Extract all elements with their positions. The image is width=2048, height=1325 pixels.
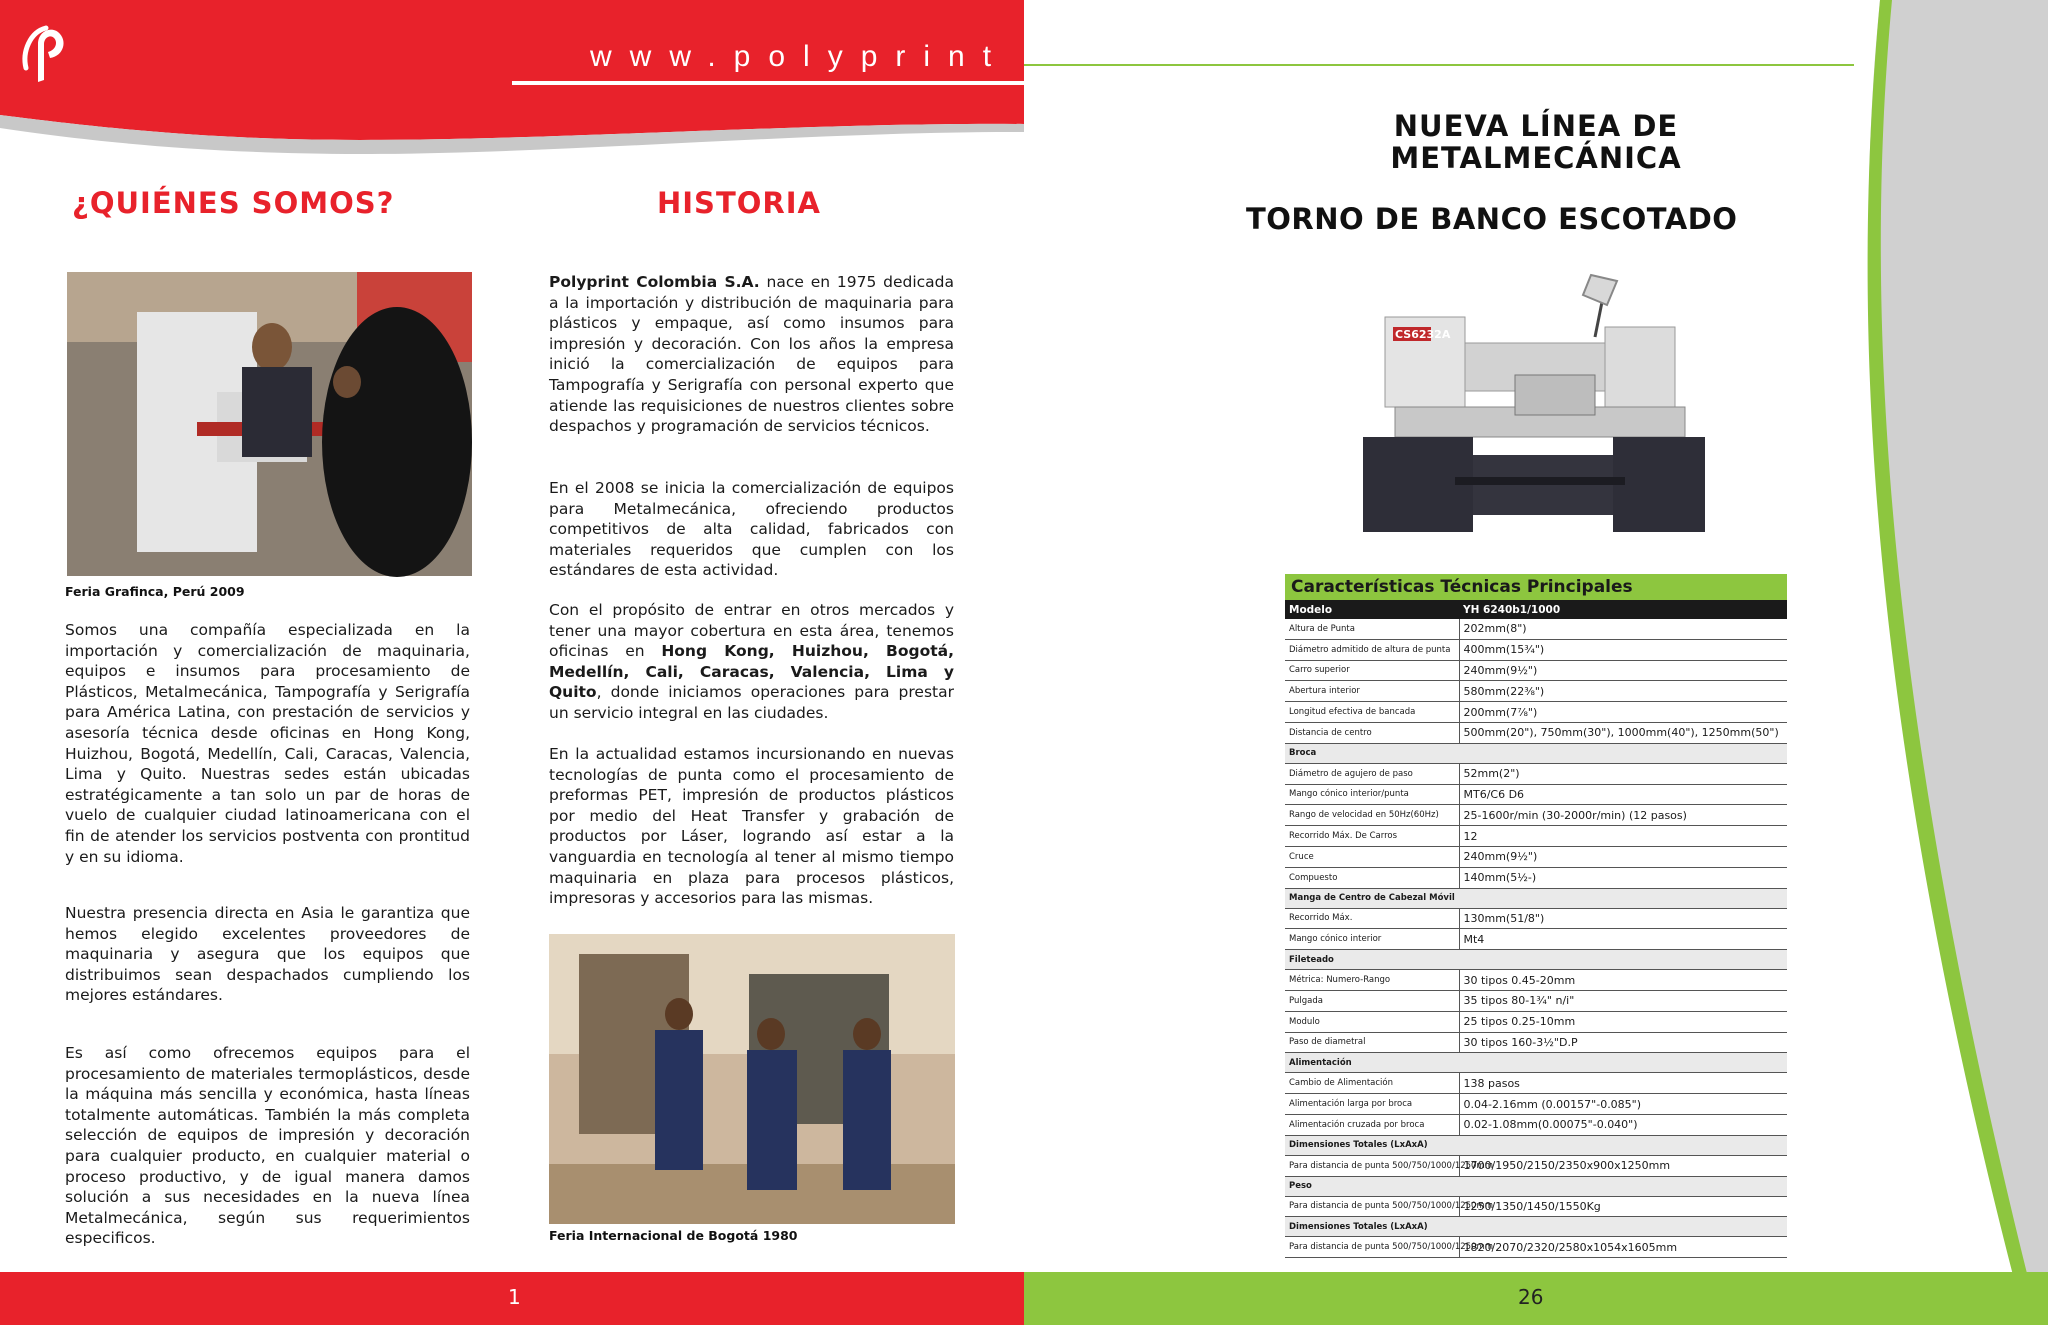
photo-caption-bogota: Feria Internacional de Bogotá 1980 bbox=[549, 1228, 798, 1243]
spec-label: Métrica: Numero-Rango bbox=[1285, 970, 1459, 991]
spec-section-row bbox=[1285, 1217, 1787, 1237]
spec-section-row bbox=[1285, 1176, 1787, 1196]
spec-label: Altura de Punta bbox=[1285, 619, 1459, 639]
spec-section-label: Fileteado bbox=[1285, 950, 1787, 970]
spec-value: 30 tipos 160-3½"D.P bbox=[1459, 1032, 1787, 1053]
spec-row bbox=[1285, 846, 1787, 867]
spec-value: 0.04-2.16mm (0.00157"-0.085") bbox=[1459, 1094, 1787, 1115]
section-title bbox=[1256, 110, 1816, 174]
spec-row bbox=[1285, 784, 1787, 805]
spec-value: 25 tipos 0.25-10mm bbox=[1459, 1011, 1787, 1032]
spec-row bbox=[1285, 908, 1787, 929]
spec-value: 500mm(20"), 750mm(30"), 1000mm(40"), 1250mm(50") bbox=[1459, 722, 1787, 743]
spec-row bbox=[1285, 867, 1787, 888]
spec-section-row bbox=[1285, 1135, 1787, 1155]
spec-table-body bbox=[1285, 619, 1787, 1258]
company-name: Polyprint Colombia S.A. bbox=[549, 273, 760, 291]
spec-row bbox=[1285, 805, 1787, 826]
spec-row bbox=[1285, 763, 1787, 784]
spec-row bbox=[1285, 1237, 1787, 1258]
about-paragraph-2: Nuestra presencia directa en Asia le garantiza que hemos elegido excelentes proveedores de maquinaria y asegura que los equipos que distribuimos sean despachados cumpliendo los mejores estándares. bbox=[65, 904, 470, 1005]
spec-label: Diámetro de agujero de paso bbox=[1285, 763, 1459, 784]
footer-right bbox=[1024, 1272, 2048, 1325]
spec-value: 1250/1350/1450/1550Kg bbox=[1459, 1196, 1787, 1217]
spec-label: Recorrido Máx. bbox=[1285, 908, 1459, 929]
right-edge-swoosh bbox=[1840, 0, 2048, 1325]
website-url[interactable]: www.polyprint bbox=[590, 40, 1010, 73]
spec-row bbox=[1285, 722, 1787, 743]
spec-model-row bbox=[1285, 600, 1787, 619]
spec-section-label: Broca bbox=[1285, 743, 1787, 763]
spec-label: Cruce bbox=[1285, 846, 1459, 867]
spec-label: Abertura interior bbox=[1285, 681, 1459, 702]
spec-row bbox=[1285, 1011, 1787, 1032]
spec-section-label: Dimensiones Totales (LxAxA) bbox=[1285, 1135, 1787, 1155]
polyprint-logo-icon bbox=[20, 22, 70, 84]
spec-section-row bbox=[1285, 888, 1787, 908]
spec-value: 130mm(51/8") bbox=[1459, 908, 1787, 929]
spec-label: Compuesto bbox=[1285, 867, 1459, 888]
product-subtitle: TORNO DE BANCO ESCOTADO bbox=[1246, 202, 1738, 236]
spec-value: 580mm(22⅜") bbox=[1459, 681, 1787, 702]
header-green-line bbox=[1024, 64, 1854, 66]
title-line-2: METALMECÁNICA bbox=[1390, 141, 1682, 175]
spec-row bbox=[1285, 929, 1787, 950]
spec-value: MT6/C6 D6 bbox=[1459, 784, 1787, 805]
spec-label: Modulo bbox=[1285, 1011, 1459, 1032]
history-paragraph-1-text: nace en 1975 dedicada a la importación y distribución de maquinaria para plásticos y empaque, así como insumos para impresión y decoración. Con los años la empresa inició la comercialización de equipos para Tampografía y Serigrafía con personal experto que atiende las requisiciones de nuestros clientes sobre despachos y programación de servicios técnicos. bbox=[549, 273, 954, 436]
spec-section-row bbox=[1285, 743, 1787, 763]
spec-value: 52mm(2") bbox=[1459, 763, 1787, 784]
spec-label: Diámetro admitido de altura de punta bbox=[1285, 639, 1459, 660]
history-paragraph-2: En el 2008 se inicia la comercialización de equipos para Metalmecánica, ofreciendo productos competitivos de alta calidad, fabricados con materiales requeridos que cumplen con los estándares de esta actividad. bbox=[549, 479, 954, 580]
spec-label: Para distancia de punta 500/750/1000/1250mm bbox=[1285, 1196, 1459, 1217]
history-heading: HISTORIA bbox=[657, 186, 821, 220]
spec-row bbox=[1285, 619, 1787, 639]
spec-row bbox=[1285, 1032, 1787, 1053]
spec-label: Longitud efectiva de bancada bbox=[1285, 702, 1459, 723]
spec-row bbox=[1285, 970, 1787, 991]
machine-model-badge: CS6232A bbox=[1395, 328, 1451, 341]
history-paragraph-4: En la actualidad estamos incursionando en nuevas tecnologías de punta como el procesamiento de preformas PET, impresión de productos plásticos por medio del Heat Transfer y grabación de productos por Láser, logrando así estar a la vanguardia en tecnología al tener al mismo tiempo maquinaria en plaza para procesos plásticos, impresoras y accesorios para las mismas. bbox=[549, 745, 954, 908]
spec-table-header: Características Técnicas Principales bbox=[1291, 577, 1633, 597]
spec-row bbox=[1285, 702, 1787, 723]
spec-row bbox=[1285, 681, 1787, 702]
spec-value: 140mm(5½-) bbox=[1459, 867, 1787, 888]
spec-value: 1700/1950/2150/2350x900x1250mm bbox=[1459, 1155, 1787, 1176]
page-number-right: 26 bbox=[1518, 1285, 1544, 1309]
spec-section-row bbox=[1285, 950, 1787, 970]
spec-value: 35 tipos 80-1¾" n/i" bbox=[1459, 990, 1787, 1011]
spec-label: Pulgada bbox=[1285, 990, 1459, 1011]
spec-model-value: YH 6240b1/1000 bbox=[1459, 600, 1787, 619]
spec-value: 12 bbox=[1459, 826, 1787, 847]
spec-row bbox=[1285, 1114, 1787, 1135]
spec-value: Mt4 bbox=[1459, 929, 1787, 950]
spec-value: 400mm(15¾") bbox=[1459, 639, 1787, 660]
spec-label: Cambio de Alimentación bbox=[1285, 1073, 1459, 1094]
history-paragraph-3-end: , donde iniciamos operaciones para prestar un servicio integral en las ciudades. bbox=[549, 683, 954, 722]
spec-row bbox=[1285, 1094, 1787, 1115]
spec-section-label: Dimensiones Totales (LxAxA) bbox=[1285, 1217, 1787, 1237]
spec-label: Paso de diametral bbox=[1285, 1032, 1459, 1053]
spec-label: Rango de velocidad en 50Hz(60Hz) bbox=[1285, 805, 1459, 826]
spec-label: Carro superior bbox=[1285, 660, 1459, 681]
spec-value: 0.02-1.08mm(0.00075"-0.040") bbox=[1459, 1114, 1787, 1135]
spec-value: 25-1600r/min (30-2000r/min) (12 pasos) bbox=[1459, 805, 1787, 826]
trade-fair-photo bbox=[67, 272, 472, 576]
header-red-band bbox=[0, 0, 1024, 150]
title-line-1: NUEVA LÍNEA DE bbox=[1393, 109, 1679, 143]
about-paragraph-3: Es así como ofrecemos equipos para el procesamiento de materiales termoplásticos, desde la máquina más sencilla y económica, hasta líneas totalmente automáticas. También la más completa selección de equipos de impresión y decoración para cualquier producto, en cualquier material o proceso productivo, y de igual manera damos solución a sus necesidades en la nueva línea Metalmecánica, según sus requerimientos especificos. bbox=[65, 1044, 470, 1248]
spec-value: 138 pasos bbox=[1459, 1073, 1787, 1094]
spec-row bbox=[1285, 660, 1787, 681]
spec-section-label: Manga de Centro de Cabezal Móvil bbox=[1285, 888, 1787, 908]
lathe-machine-image bbox=[1355, 265, 1715, 535]
spec-section-row bbox=[1285, 1053, 1787, 1073]
spec-label: Alimentación cruzada por broca bbox=[1285, 1114, 1459, 1135]
spec-label: Alimentación larga por broca bbox=[1285, 1094, 1459, 1115]
spec-label: Para distancia de punta 500/750/1000/1250mm bbox=[1285, 1237, 1459, 1258]
spec-label: Para distancia de punta 500/750/1000/1250mm bbox=[1285, 1155, 1459, 1176]
spec-value: 202mm(8") bbox=[1459, 619, 1787, 639]
spec-label: Mango cónico interior/punta bbox=[1285, 784, 1459, 805]
spec-section-label: Alimentación bbox=[1285, 1053, 1787, 1073]
spec-row bbox=[1285, 1073, 1787, 1094]
history-paragraph-3 bbox=[549, 600, 954, 724]
spec-table bbox=[1285, 574, 1787, 1258]
spec-label: Distancia de centro bbox=[1285, 722, 1459, 743]
spec-value: 30 tipos 0.45-20mm bbox=[1459, 970, 1787, 991]
spec-row bbox=[1285, 1155, 1787, 1176]
spec-section-label: Peso bbox=[1285, 1176, 1787, 1196]
photo-caption-grafinca: Feria Grafinca, Perú 2009 bbox=[65, 584, 245, 599]
footer-left bbox=[0, 1272, 1024, 1325]
spec-value: 240mm(9½") bbox=[1459, 846, 1787, 867]
history-paragraph-3-start: Con el propósito de entrar en otros mercados y tener una mayor cobertura en esta área, tenemos oficinas en bbox=[549, 601, 954, 661]
spec-row bbox=[1285, 826, 1787, 847]
spec-label: Mango cónico interior bbox=[1285, 929, 1459, 950]
spec-row bbox=[1285, 639, 1787, 660]
spec-row bbox=[1285, 1196, 1787, 1217]
history-paragraph-1 bbox=[549, 272, 954, 437]
office-cities: Hong Kong, Huizhou, Bogotá, Medellín, Cali, Caracas, Valencia, Lima y Quito bbox=[549, 642, 954, 702]
spec-value: 1820/2070/2320/2580x1054x1605mm bbox=[1459, 1237, 1787, 1258]
spec-value: 200mm(7⅞") bbox=[1459, 702, 1787, 723]
spec-value: 240mm(9½") bbox=[1459, 660, 1787, 681]
spec-label: Recorrido Máx. De Carros bbox=[1285, 826, 1459, 847]
bogota-fair-1980-photo bbox=[549, 934, 955, 1224]
spec-row bbox=[1285, 990, 1787, 1011]
page-number-left: 1 bbox=[508, 1285, 521, 1309]
spec-table-header-row bbox=[1285, 574, 1787, 600]
header-underline bbox=[512, 81, 1024, 85]
about-paragraph-1: Somos una compañía especializada en la importación y comercialización de maquinaria, equipos e insumos para procesamiento de Plásticos, Metalmecánica, Tampografía y Serigrafía para América Latina, con prestación de servicios y asesoría técnica desde oficinas en Hong Kong, Huizhou, Bogotá, Medellín, Cali, Caracas, Valencia, Lima y Quito. Nuestras sedes están ubicadas estratégicamente a tan solo un par de horas de vuelo de cualquier ciudad latinoamericana con el fin de atender los servicios postventa con prontitud y en su idioma. bbox=[65, 621, 470, 866]
about-heading: ¿QUIÉNES SOMOS? bbox=[72, 186, 395, 220]
spec-model-label: Modelo bbox=[1285, 600, 1459, 619]
